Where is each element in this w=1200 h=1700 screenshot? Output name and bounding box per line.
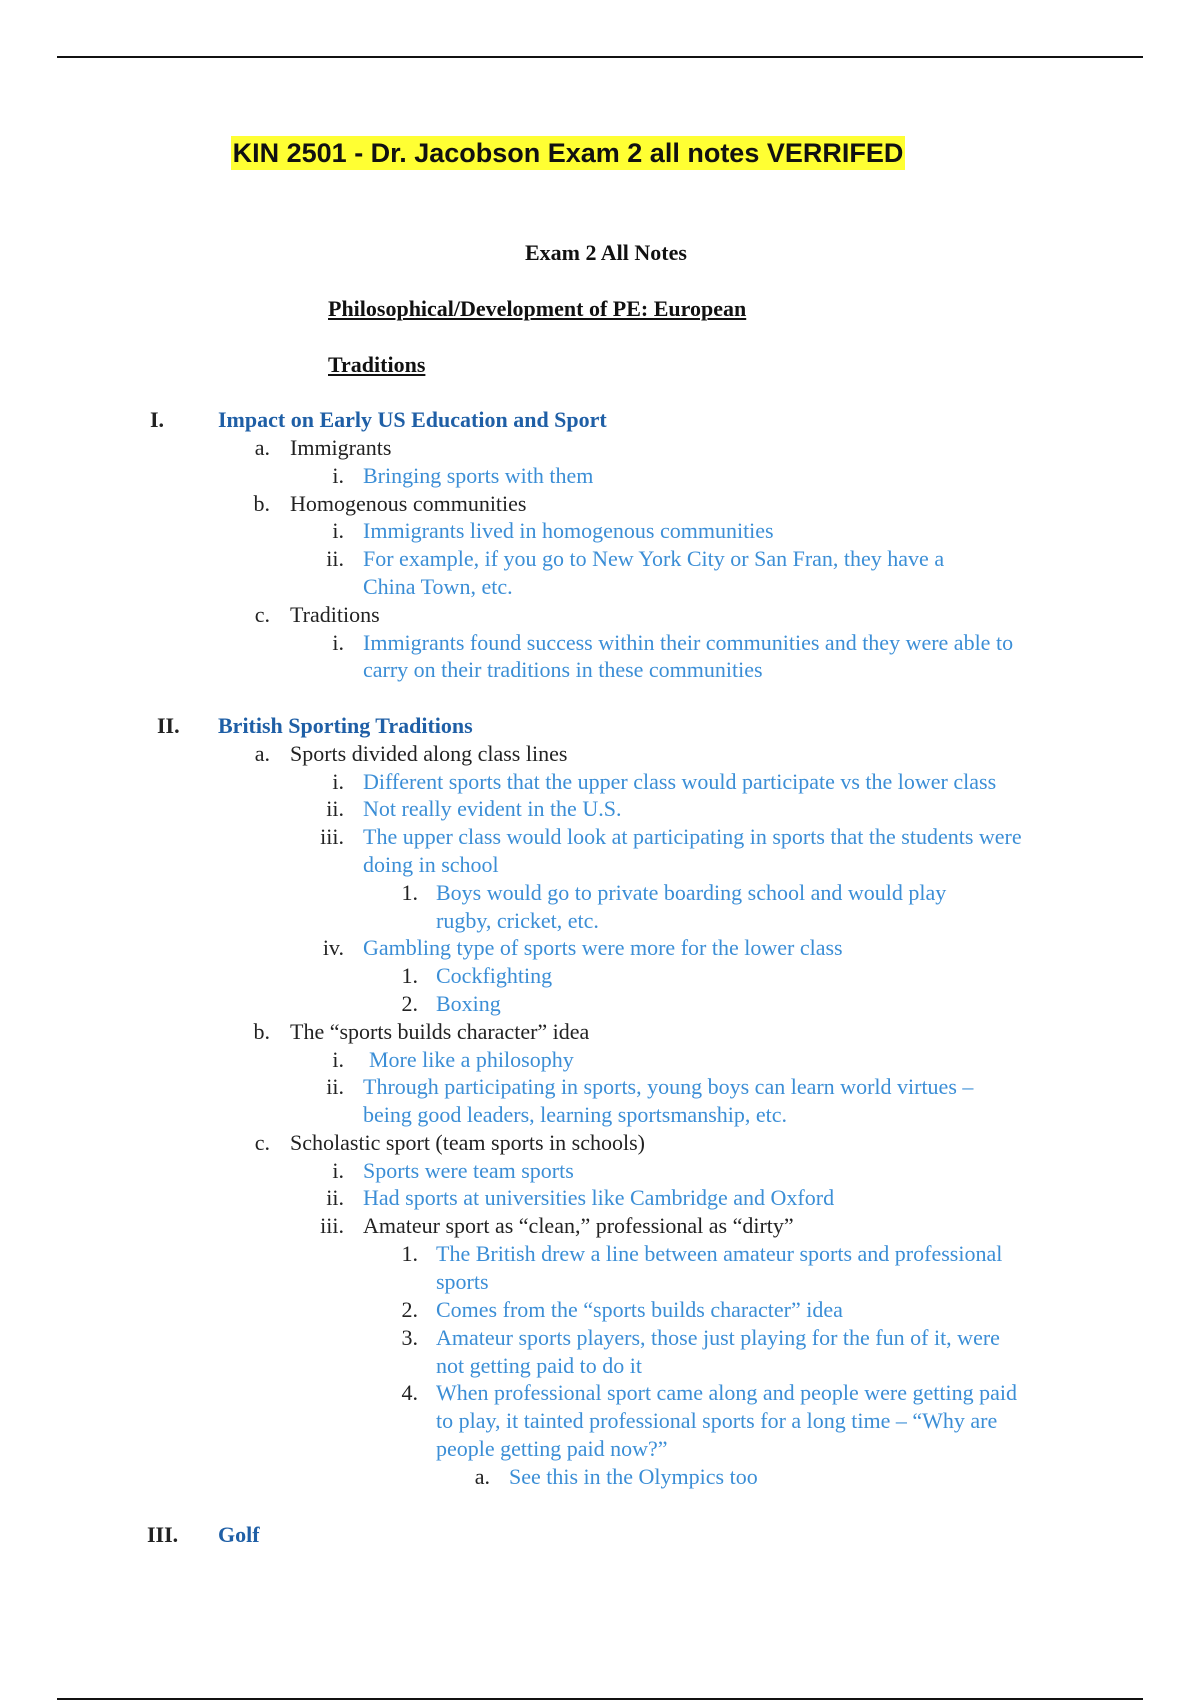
list-marker: ii. [326, 1185, 344, 1210]
list-marker: iii. [320, 824, 344, 849]
list-item: The British drew a line between amateur sports and professional [436, 1241, 1003, 1266]
list-item-continuation: people getting paid now?” [436, 1436, 668, 1461]
section-2-number: II. [157, 713, 180, 738]
list-item: Bringing sports with them [363, 463, 594, 488]
list-marker: a. [254, 435, 270, 460]
list-item: Gambling type of sports were more for the lower class [363, 935, 843, 960]
top-rule [57, 56, 1143, 58]
list-item: Immigrants [290, 435, 392, 460]
list-item-continuation: being good leaders, learning sportsmanship, etc. [363, 1102, 788, 1127]
list-item-continuation: to play, it tainted professional sports for a long time – “Why are [436, 1408, 998, 1433]
list-marker: b. [253, 1019, 270, 1044]
list-item: Immigrants found success within their communities and they were able to [363, 630, 1014, 655]
section-3-title: Golf [218, 1522, 260, 1547]
list-item: Boxing [436, 991, 501, 1016]
list-item-continuation: rugby, cricket, etc. [436, 908, 599, 933]
list-item: Cockfighting [436, 963, 553, 988]
section-1-title: Impact on Early US Education and Sport [218, 407, 607, 432]
list-item: More like a philosophy [369, 1047, 574, 1072]
list-item: When professional sport came along and people were getting paid [436, 1380, 1017, 1405]
list-marker: i. [332, 463, 344, 488]
list-marker: i. [332, 1047, 344, 1072]
list-item-continuation: China Town, etc. [363, 574, 513, 599]
list-marker: i. [332, 630, 344, 655]
list-marker: 2. [401, 991, 418, 1016]
list-marker: 1. [401, 1241, 418, 1266]
list-marker: i. [332, 518, 344, 543]
list-marker: c. [254, 602, 270, 627]
list-marker: iii. [320, 1213, 344, 1238]
list-marker: c. [254, 1130, 270, 1155]
section-2-title: British Sporting Traditions [218, 713, 473, 738]
list-marker: a. [254, 741, 270, 766]
list-marker: 1. [401, 963, 418, 988]
list-marker: 1. [401, 880, 418, 905]
title-wrap [0, 136, 1200, 170]
list-marker: iv. [322, 935, 344, 960]
list-item: See this in the Olympics too [509, 1464, 758, 1489]
list-item: For example, if you go to New York City or San Fran, they have a [363, 546, 945, 571]
list-item: Homogenous communities [290, 491, 527, 516]
list-item: Had sports at universities like Cambridge and Oxford [363, 1185, 835, 1210]
list-marker: 4. [401, 1380, 418, 1405]
section-heading-line2: Traditions [328, 352, 426, 377]
list-marker: b. [253, 491, 270, 516]
list-marker: ii. [326, 796, 344, 821]
list-item: The “sports builds character” idea [290, 1019, 590, 1044]
list-marker: i. [332, 769, 344, 794]
list-item-continuation: carry on their traditions in these communities [363, 657, 763, 682]
list-item: Through participating in sports, young boys can learn world virtues – [363, 1074, 974, 1099]
list-item: The upper class would look at participating in sports that the students were [363, 824, 1022, 849]
list-item: Comes from the “sports builds character” idea [436, 1297, 843, 1322]
list-marker: a. [474, 1464, 490, 1489]
subtitle: Exam 2 All Notes [525, 240, 687, 265]
section-3-number: III. [147, 1522, 179, 1547]
section-1-number: I. [150, 407, 165, 432]
list-item: Not really evident in the U.S. [363, 796, 622, 821]
section-heading-line1: Philosophical/Development of PE: European [328, 296, 747, 321]
list-marker: ii. [326, 1074, 344, 1099]
list-marker: 3. [401, 1325, 418, 1350]
list-item-continuation: doing in school [363, 852, 499, 877]
list-item: Boys would go to private boarding school and would play [436, 880, 947, 905]
document-title: KIN 2501 - Dr. Jacobson Exam 2 all notes VERRIFED [232, 138, 904, 168]
list-item: Different sports that the upper class would participate vs the lower class [363, 769, 997, 794]
list-item: Immigrants lived in homogenous communities [363, 518, 774, 543]
list-item: Amateur sports players, those just playing for the fun of it, were [436, 1325, 1000, 1350]
list-item: Sports were team sports [363, 1158, 574, 1183]
list-item-continuation: sports [436, 1269, 489, 1294]
list-item: Sports divided along class lines [290, 741, 568, 766]
list-marker: 2. [401, 1297, 418, 1322]
list-marker: i. [332, 1158, 344, 1183]
list-item-continuation: not getting paid to do it [436, 1353, 642, 1378]
list-item: Amateur sport as “clean,” professional as “dirty” [363, 1213, 794, 1238]
list-item: Traditions [290, 602, 380, 627]
list-item: Scholastic sport (team sports in schools) [290, 1130, 646, 1155]
list-marker: ii. [326, 546, 344, 571]
